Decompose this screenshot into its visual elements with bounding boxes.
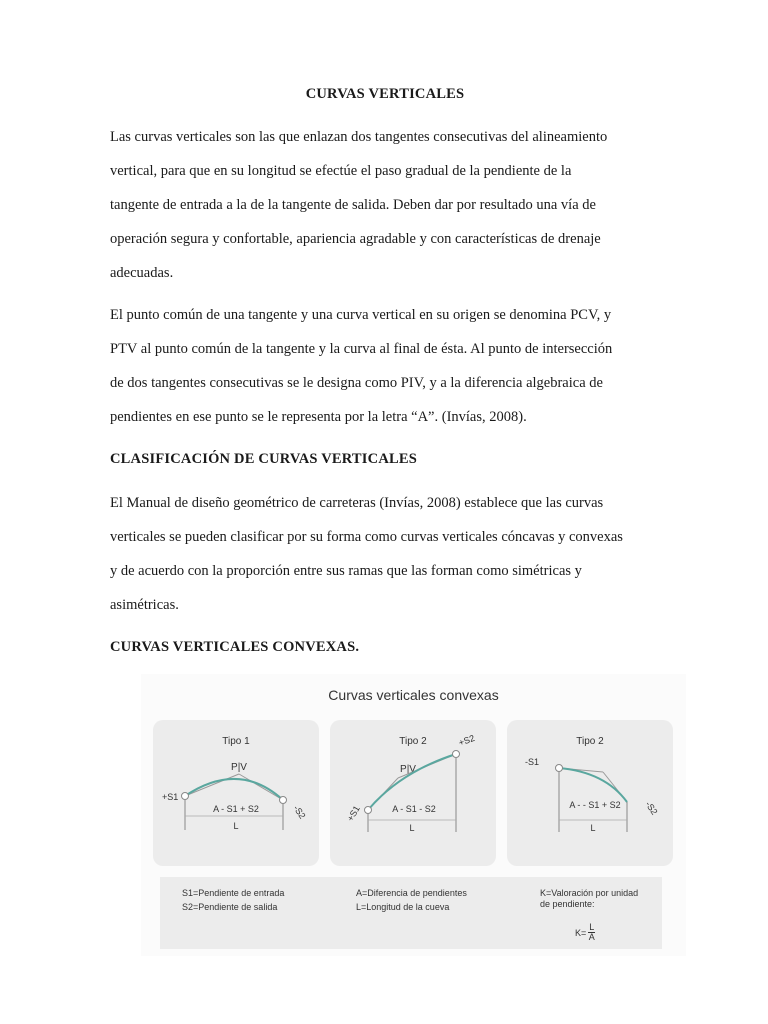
k-numerator: L: [589, 922, 595, 932]
section-heading-clasificacion: CLASIFICACIÓN DE CURVAS VERTICALES: [110, 451, 417, 467]
k-lhs: K=: [575, 927, 587, 938]
vertical-curve: [368, 754, 456, 810]
section-heading-convexas: CURVAS VERTICALES CONVEXAS.: [110, 639, 360, 655]
ptv-point: [453, 751, 460, 758]
entry-slope-label: -S1: [525, 757, 540, 767]
difference-formula: A - S1 - S2: [392, 804, 436, 814]
exit-slope-label: -S2: [643, 799, 660, 817]
entry-tangent: [185, 774, 239, 796]
entry-slope-label: +S1: [162, 792, 179, 802]
paragraph-line: asimétricas.: [110, 597, 179, 613]
tipo-1-diagram: [153, 720, 319, 866]
paragraph-line: El punto común de una tangente y una curva vertical en su origen se denomina PCV, y: [110, 307, 612, 323]
difference-formula: A - S1 + S2: [213, 804, 259, 814]
panel-label: Tipo 2: [576, 736, 604, 747]
legend-a: A=Diferencia de pendientes: [356, 888, 467, 898]
legend-k-line1: K=Valoración por unidad: [540, 888, 639, 898]
paragraph-line: tangente de entrada a la de la tangente de salida. Deben dar por resultado una vía de: [110, 197, 596, 213]
paragraph-clasificacion: [110, 486, 660, 622]
figure-legend: [160, 877, 662, 949]
paragraph-line: operación segura y confortable, apariencia agradable y con características de drenaje: [110, 231, 601, 247]
k-denominator: A: [588, 932, 595, 942]
paragraph-intro: [110, 120, 660, 290]
length-label: L: [590, 823, 596, 833]
legend-s1: S1=Pendiente de entrada: [182, 888, 285, 898]
panel-label: Tipo 2: [399, 736, 427, 747]
k-fraction: [588, 923, 595, 942]
paragraph-line: El Manual de diseño geométrico de carreteras (Invías, 2008) establece que las curvas: [110, 495, 604, 511]
exit-slope-label: -S2: [291, 803, 308, 821]
tipo-2-descending-diagram: [507, 720, 673, 866]
convex-curves-figure: [141, 674, 686, 956]
paragraph-line: Las curvas verticales son las que enlazan dos tangentes consecutivas del alineamiento: [110, 129, 608, 145]
k-formula: [575, 923, 595, 942]
paragraph-line: de dos tangentes consecutivas se le designa como PIV, y a la diferencia algebraica de: [110, 375, 603, 391]
paragraph-line: pendientes en ese punto se le representa por la letra “A”. (Invías, 2008).: [110, 409, 527, 425]
legend-s2: S2=Pendiente de salida: [182, 902, 278, 912]
legend-k-line2: de pendiente:: [540, 899, 595, 909]
length-label: L: [233, 821, 239, 831]
ptv-point: [280, 797, 287, 804]
paragraph-line: adecuadas.: [110, 265, 174, 281]
panel-tipo-1: [153, 720, 319, 866]
legend-l: L=Longitud de la cueva: [356, 902, 450, 912]
paragraph-line: y de acuerdo con la proporción entre sus ramas que las forman como simétricas y: [110, 563, 582, 579]
pcv-point: [182, 793, 189, 800]
exit-slope-label: +S2: [457, 732, 476, 748]
panel-tipo-2-ascending: [330, 720, 496, 866]
piv-label: P|V: [400, 764, 416, 775]
paragraph-line: PTV al punto común de la tangente y la curva al final de ésta. Al punto de intersección: [110, 341, 613, 357]
entry-slope-label: +S1: [345, 803, 362, 823]
figure-title: Curvas verticales convexas: [328, 687, 499, 703]
pcv-point: [365, 807, 372, 814]
paragraph-line: vertical, para que en su longitud se efectúe el paso gradual de la pendiente de la: [110, 163, 572, 179]
exit-tangent: [239, 774, 283, 800]
panel-label: Tipo 1: [222, 736, 250, 747]
panel-tipo-2-descending: [507, 720, 673, 866]
piv-label: P|V: [231, 762, 247, 773]
length-label: L: [409, 823, 415, 833]
paragraph-points: [110, 298, 660, 434]
document-title: CURVAS VERTICALES: [305, 86, 465, 102]
tipo-2-ascending-diagram: [330, 720, 496, 866]
pcv-point: [556, 765, 563, 772]
vertical-curve: [559, 768, 627, 802]
difference-formula: A - - S1 + S2: [569, 800, 621, 810]
paragraph-line: verticales se pueden clasificar por su forma como curvas verticales cóncavas y convexas: [110, 529, 623, 545]
